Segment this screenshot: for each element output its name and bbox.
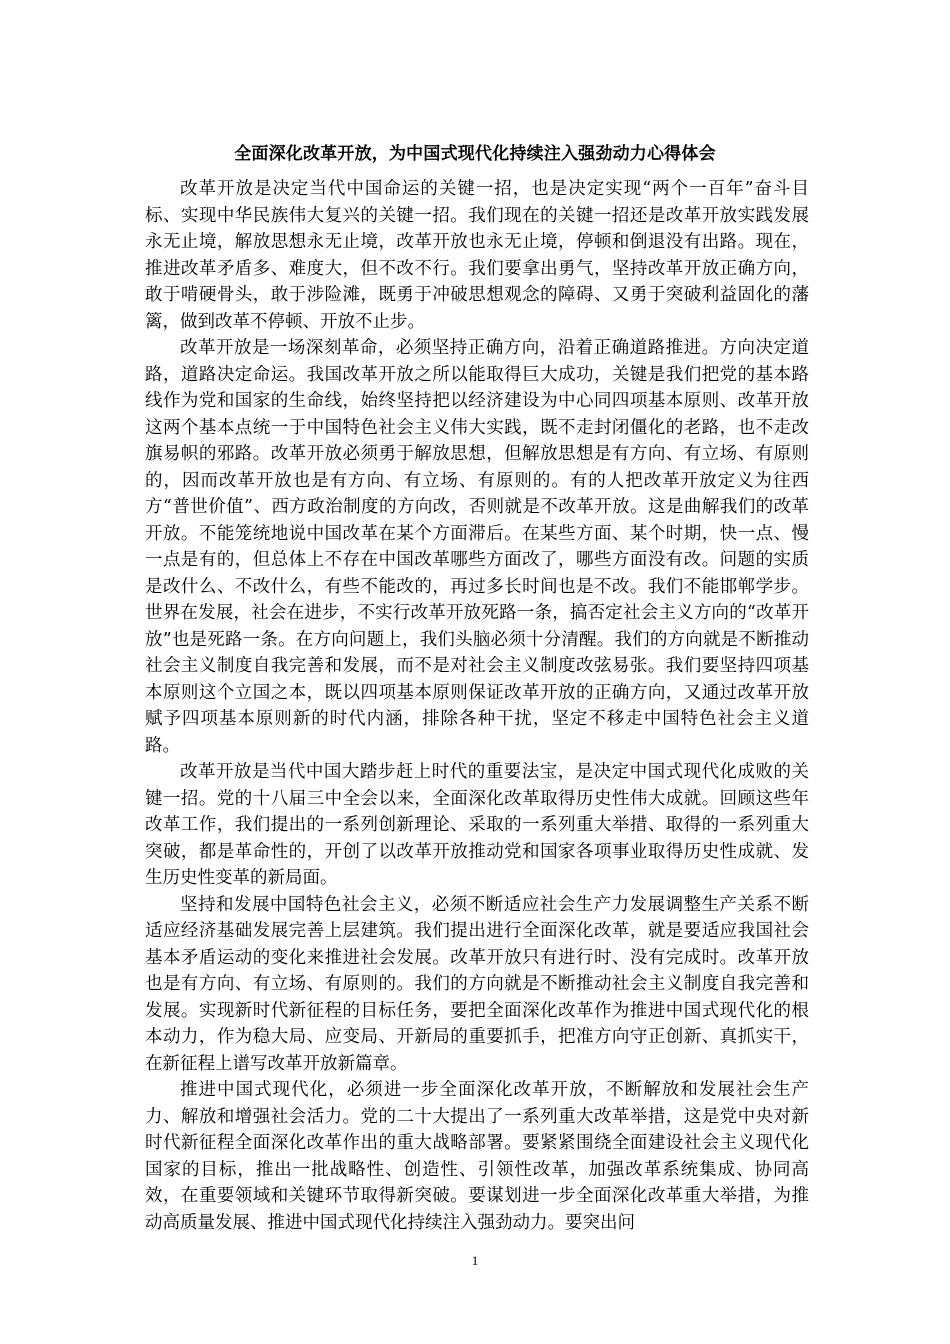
document-body [145, 176, 809, 1236]
paragraph-1: 改革开放是决定当代中国命运的关键一招，也是决定实现“两个一百年”奋斗目标、实现中华民族伟大复兴的关键一招。我们现在的关键一招还是改革开放实践发展永无止境，解放思想永无止境，改革开放也永无止境，停顿和倒退没有出路。现在，推进改革矛盾多、难度大，但不改不行。我们要拿出勇气，坚持改革开放正确方向，敢于啃硬骨头，敢于涉险滩，既勇于冲破思想观念的障碍、又勇于突破利益固化的藩篱，做到改革不停顿、开放不止步。 [145, 179, 809, 332]
paragraph-3: 改革开放是当代中国大踏步赶上时代的重要法宝，是决定中国式现代化成败的关键一招。党的十八届三中全会以来，全面深化改革取得历史性伟大成就。回顾这些年改革工作，我们提出的一系列创新理论、采取的一系列重大举措、取得的一系列重大突破，都是革命性的，开创了以改革开放推动党和国家各项事业取得历史性成就、发生历史性变革的新局面。 [145, 762, 809, 888]
document-title: 全面深化改革开放，为中国式现代化持续注入强劲动力心得体会 [234, 144, 716, 164]
page-number: 1 [471, 1253, 479, 1268]
paragraph-4: 坚持和发展中国特色社会主义，必须不断适应社会生产力发展调整生产关系不断适应经济基础发展完善上层建筑。我们提出进行全面深化改革，就是要适应我国社会基本矛盾运动的变化来推进社会发展。改革开放只有进行时、没有完成时。改革开放也是有方向、有立场、有原则的。我们的方向就是不断推动社会主义制度自我完善和发展。实现新时代新征程的目标任务，要把全面深化改革作为推进中国式现代化的根本动力，作为稳大局、应变局、开新局的重要抓手，把准方向守正创新、真抓实干，在新征程上谱写改革开放新篇章。 [145, 894, 809, 1074]
paragraph-2: 改革开放是一场深刻革命，必须坚持正确方向，沿着正确道路推进。方向决定道路，道路决定命运。我国改革开放之所以能取得巨大成功，关键是我们把党的基本路线作为党和国家的生命线，始终坚持把以经济建设为中心同四项基本原则、改革开放这两个基本点统一于中国特色社会主义伟大实践，既不走封闭僵化的老路，也不走改旗易帜的邪路。改革开放必须勇于解放思想，但解放思想是有方向、有立场、有原则的，因而改革开放也是有方向、有立场、有原则的。有的人把改革开放定义为往西方“普世价值”、西方政治制度的方向改，否则就是不改革开放。这是曲解我们的改革开放。不能笼统地说中国改革在某个方面滞后。在某些方面、某个时期，快一点、慢一点是有的，但总体上不存在中国改革哪些方面改了，哪些方面没有改。问题的实质是改什么、不改什么，有些不能改的，再过多长时间也是不改。我们不能邯郸学步。世界在发展，社会在进步，不实行改革开放死路一条，搞否定社会主义方向的“改革开放”也是死路一条。在方向问题上，我们头脑必须十分清醒。我们的方向就是不断推动社会主义制度自我完善和发展，而不是对社会主义制度改弦易张。我们要坚持四项基本原则这个立国之本，既以四项基本原则保证改革开放的正确方向，又通过改革开放赋予四项基本原则新的时代内涵，排除各种干扰，坚定不移走中国特色社会主义道路。 [145, 338, 809, 756]
paragraph-5: 推进中国式现代化，必须进一步全面深化改革开放，不断解放和发展社会生产力、解放和增强社会活力。党的二十大提出了一系列重大改革举措，这是党中央对新时代新征程全面深化改革作出的重大战略部署。要紧紧围绕全面建设社会主义现代化国家的目标，推出一批战略性、创造性、引领性改革，加强改革系统集成、协同高效，在重要领域和关键环节取得新突破。要谋划进一步全面深化改革重大举措，为推动高质量发展、推进中国式现代化持续注入强劲动力。要突出问 [145, 1080, 809, 1233]
